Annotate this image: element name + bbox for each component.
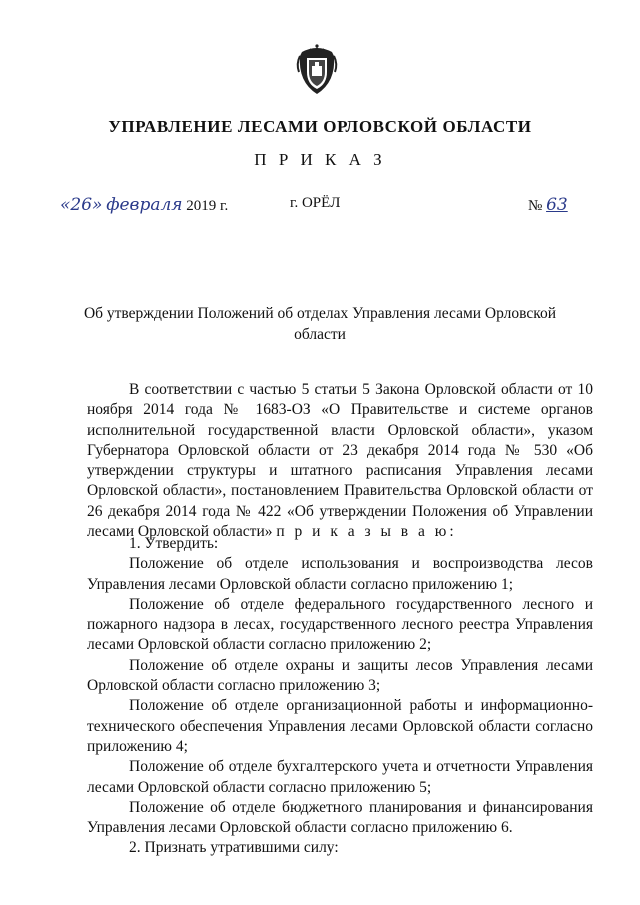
number-value: 63 <box>546 195 568 215</box>
list-item: Положение об отделе организационной работы и информационно-технического обеспечения Управления лесами Орловской области согласно приложению 4; <box>87 697 593 755</box>
preamble-paragraph <box>87 380 593 542</box>
list-item: Положение об отделе охраны и защиты лесов Управления лесами Орловской области согласно приложению 3; <box>87 656 593 695</box>
item-second: 2. Признать утратившими силу: <box>129 839 339 857</box>
subject-line-1: Об утверждении Положений об отделах Управления лесами Орловской <box>83 305 557 322</box>
document-number <box>528 195 568 215</box>
preamble-body: В соответствии с частью 5 статьи 5 Закона Орловской области от 10 ноября 2014 года № 1683-ОЗ «О Правительстве и системе органов исполнительной государственной власти Орловской области», указом Губернатора Орловской области от 23 декабря 2014 года № 530 «Об утверждении структуры и штатного расписания Управления лесами Орловской области», постановлением Правительства Орловской области от 26 декабря 2014 года № 422 «Об утверждении Положения об Управлении лесами Орловской области» <box>87 381 593 541</box>
list-item: Положение об отделе бюджетного планирования и финансирования Управления лесами Орловской области согласно приложению 6. <box>87 798 593 837</box>
subject-line-2: области <box>294 326 346 343</box>
document-type: П Р И К А З <box>254 150 386 169</box>
date-day: «26» <box>60 195 103 215</box>
number-label: № <box>528 198 543 214</box>
order-items <box>87 534 593 859</box>
coat-of-arms-emblem <box>294 42 340 98</box>
organization-title: УПРАВЛЕНИЕ ЛЕСАМИ ОРЛОВСКОЙ ОБЛАСТИ <box>108 117 532 136</box>
list-item: Положение об отделе использования и воспроизводства лесов Управления лесами Орловской области согласно приложению 1; <box>87 555 593 593</box>
date-month: февраля <box>106 195 183 215</box>
date-year: 2019 г. <box>186 198 229 214</box>
list-item: Положение об отделе бухгалтерского учета и отчетности Управления лесами Орловской области согласно приложению 5; <box>87 758 593 796</box>
item-heading: 1. Утвердить: <box>129 535 219 552</box>
document-date <box>60 195 228 215</box>
order-word: п р и к а з ы в а ю: <box>276 523 457 541</box>
list-item: Положение об отделе федерального государственного лесного и пожарного надзора в лесах, государственного лесного реестра Управления лесами Орловской области согласно приложению 2; <box>87 595 593 654</box>
document-subject <box>0 303 640 345</box>
preamble-text <box>87 380 593 542</box>
document-city: г. ОРЁЛ <box>290 195 341 211</box>
